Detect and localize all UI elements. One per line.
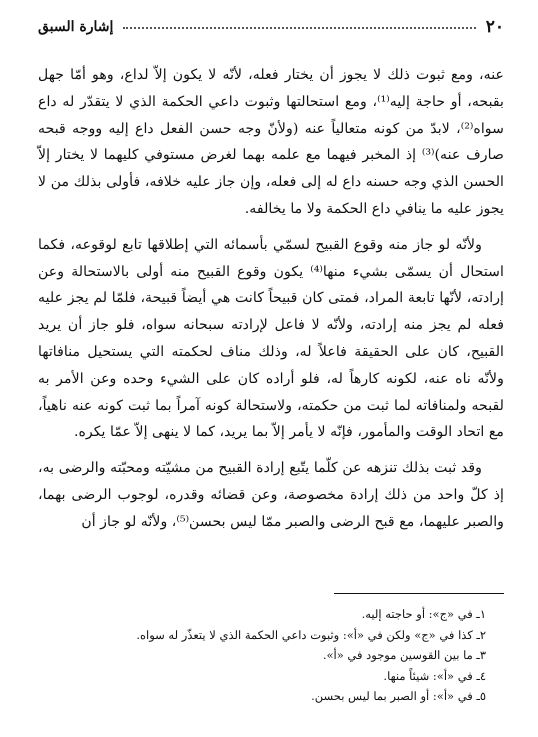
footnote-4: ٤ـ في «أ»: شيئاً منها. [383, 668, 486, 683]
footnote-5: ٥ـ في «أ»: أو الصبر بما ليس بحسن. [311, 689, 486, 703]
footnote-1: ١ـ في «ج»: أو حاجته إليه. [361, 607, 486, 621]
header-dotted-rule [123, 26, 475, 29]
footnote-3: ٣ـ ما بين القوسين موجود في «أ». [322, 648, 486, 662]
running-title: إشارة السبق [38, 19, 114, 35]
main-text [38, 62, 504, 545]
page-header [38, 14, 504, 40]
page-number: ٢٠ [485, 17, 504, 37]
paragraph-2: ولأنّه لو جاز منه وقوع القبيح لسمّي بأسمائه التي إطلاقها تابع لوقوعه، فكما استحال أن يسمّى بشيء منها⁽⁴⁾ يكون وقوع القبيح منه أولى بالاستحالة وعن إرادته، لأنّها تابعة المراد، فمتى كان قبيحاً كانت هي أيضاً قبيحة، فلمّا لم يجز عليه فعله لم يجز منه إرادته، ولأنّه لا فاعل لإرادته سبحانه سواه، فلو جاز أن يريد القبيح، كان على الحقيقة فاعلاً له، وذلك مناف لحكمته التي يستحيل منافاتها ولأنّه ناه عنه، لكونه كارهاً له، فلو أراده كان على الشيء وحده وعن الأمر به لقبحه ولمنافاته لما ثبت من حكمته، ولاستحالة كونه آمراً بما ثبت كونه عنه ناهياً، مع اتحاد الوقت والمأمور، فإنّه لا يأمر إلاّ بما يريد، كما لا ينهى إلاّ عمّا يكره. [38, 236, 504, 441]
paragraph-1: عنه، ومع ثبوت ذلك لا يجوز أن يختار فعله، لأنّه لا يكون إلاّ لداع، وهو أمّا جهل بقبحه، أو حاجة إليه⁽¹⁾، ومع استحالتها وثبوت داعي الحكمة الذي لا يتقدّر له داع سواه⁽²⁾، لابدّ من كونه متعالياً عنه (ولأنّ وجه حسن الفعل داع إليه ووجه قبحه صارف عنه)⁽³⁾ إذ المخبر فيهما مع علمه بهما لغرض مستوفي كليهما لا يختار إلاّ الحسن الذي وجه حسنه داع له إلى فعله، وإن جاز عليه خلافه، فأولى بذلك من لا يجوز عليه ما ينافي داع الحكمة ولا ما يخالفه. [38, 67, 505, 217]
footnote-2: ٢ـ كذا في «ج» ولكن في «أ»: وثبوت داعي الحكمة الذي لا يتعذّر له سواه. [136, 627, 486, 642]
footnotes [38, 604, 486, 707]
paragraph-3: وقد ثبت بذلك تنزهه عن كلّما يتّبع إرادة القبيح من مشيّته ومحبّته والرضى به، إذ كلّ واحد من ذلك إرادة مخصوصة، وعن قضائه وقدره، لوجوب الرضى بهما، والصبر عليهما، مع قبح الرضى والصبر ممّا ليس بحسن⁽⁵⁾، ولأنّه لو جاز أن [38, 460, 504, 530]
footnote-separator [334, 593, 504, 594]
